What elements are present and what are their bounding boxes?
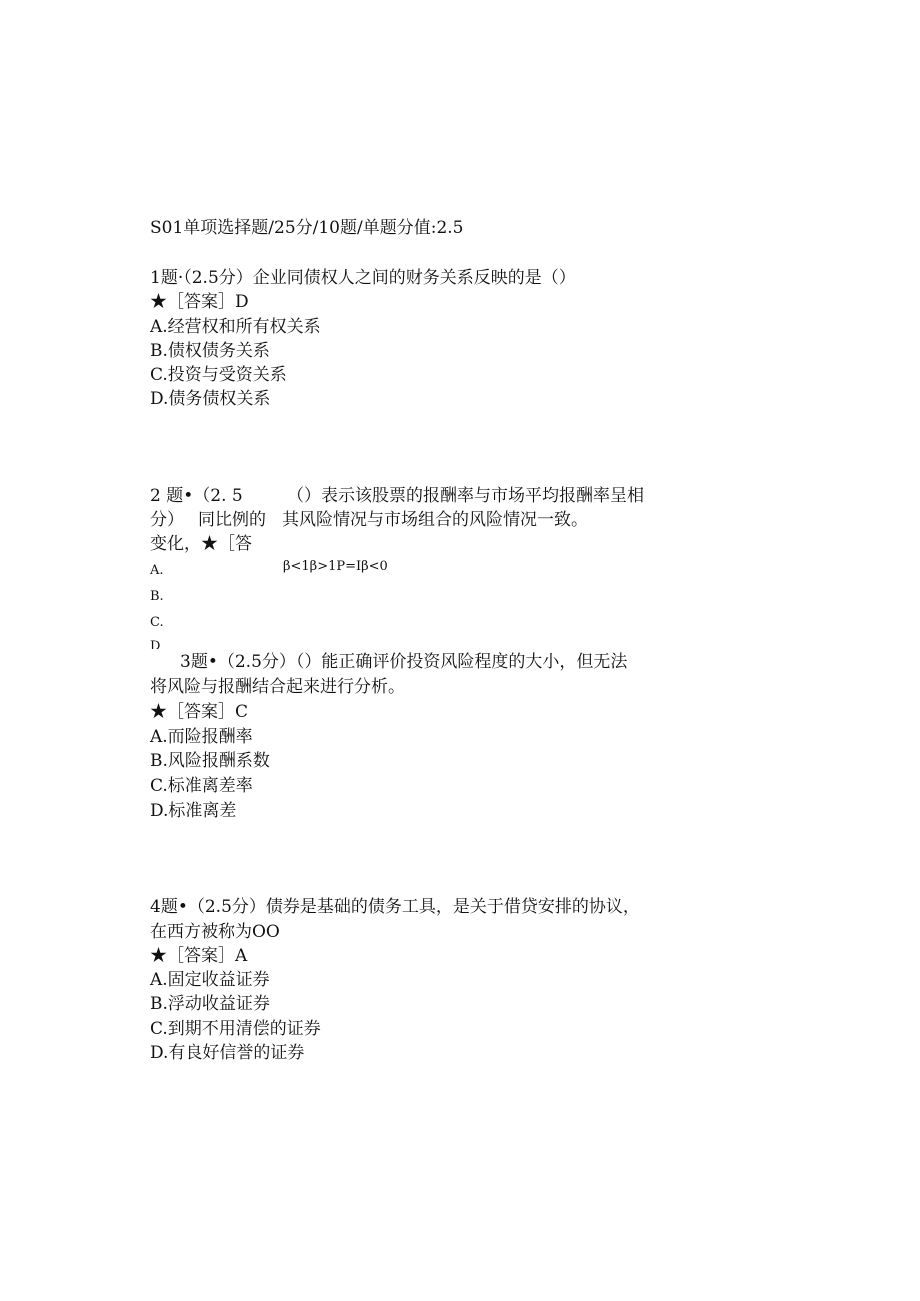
question-2-stem-line3: 变化，★［答 — [150, 534, 252, 554]
question-4-stem-line2: 在西方被称为OO — [150, 922, 280, 942]
question-3-stem-line2: 将风险与报酬结合起来进行分析。 — [150, 677, 405, 697]
question-2-number: 2 题•（2. 5 — [150, 486, 243, 506]
section-header: S01单项选择题/25分/10题/单题分值:2.5 — [150, 218, 464, 238]
question-2-score-unit: 分） — [150, 510, 184, 530]
question-1-stem: 1题·（2.5分）企业同债权人之间的财务关系反映的是（） — [150, 268, 576, 288]
question-4-answer: ★［答案］A — [150, 946, 248, 966]
question-3-option-a: A.而险报酬率 — [150, 727, 253, 747]
question-1-option-a: A.经营权和所有权关系 — [150, 317, 321, 337]
question-1-option-c: C.投资与受资关系 — [150, 365, 287, 385]
question-1-option-b: B.债权债务关系 — [150, 341, 270, 361]
question-1-option-d: D.债务债权关系 — [150, 389, 271, 409]
question-4-option-d: D.有良好信誉的证券 — [150, 1043, 305, 1063]
question-4-option-c: C.到期不用清偿的证券 — [150, 1019, 321, 1039]
question-3-stem-line1: 3题•（2.5分）（）能正确评价投资风险程度的大小，但无法 — [180, 652, 628, 672]
question-2-formula: β<1β>1P=Iβ<0 — [283, 559, 388, 574]
question-1-answer: ★［答案］D — [150, 292, 249, 312]
question-4-option-a: A.固定收益证券 — [150, 970, 270, 990]
question-2-option-c: C. — [150, 615, 164, 630]
question-4-option-b: B.浮动收益证券 — [150, 994, 270, 1014]
question-3-option-c: C.标准离差率 — [150, 776, 253, 796]
question-4-stem-line1: 4题•（2.5分）债券是基础的债务工具，是关于借贷安排的协议， — [150, 897, 640, 917]
question-2-stem-line1: （）表示该股票的报酬率与市场平均报酬率呈相 — [287, 486, 644, 506]
question-2-stem-fragment: 同比例的 — [198, 510, 266, 530]
question-2-option-d: D — [150, 640, 161, 649]
question-2-stem-line2: 其风险情况与市场组合的风险情况一致。 — [282, 510, 588, 530]
question-2-option-a: A. — [150, 563, 164, 578]
question-3-option-b: B.风险报酬系数 — [150, 751, 270, 771]
question-3-option-d: D.标准离差 — [150, 801, 237, 821]
question-3-answer: ★［答案］C — [150, 702, 249, 722]
question-2-option-b: B. — [150, 589, 164, 604]
